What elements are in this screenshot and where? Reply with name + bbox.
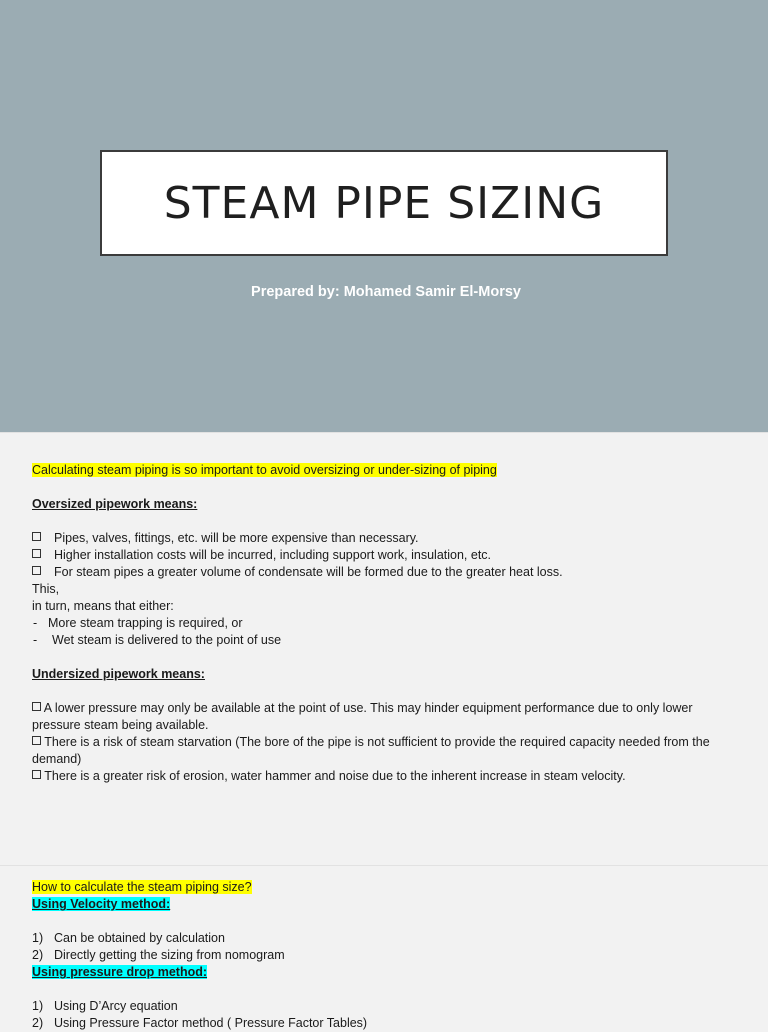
list-item [32, 615, 736, 632]
slide-body [32, 462, 736, 785]
list-item [32, 947, 736, 964]
square-bullet-icon [32, 769, 41, 783]
list-number: 2) [32, 1016, 44, 1030]
list-item [32, 547, 736, 564]
list-item-text: Wet steam is delivered to the point of use [52, 633, 282, 647]
list-item [32, 734, 736, 768]
title-slide [0, 0, 768, 432]
list-number: 1) [32, 931, 44, 945]
undersized-heading: Undersized pipework means: [32, 667, 205, 681]
pressure-heading: Using pressure drop method: [32, 965, 208, 979]
list-item-text: Can be obtained by calculation [54, 931, 225, 945]
list-item-text: For steam pipes a greater volume of condensate will be formed due to the greater heat loss. [54, 565, 563, 579]
list-item [32, 930, 736, 947]
square-bullet-icon [32, 547, 54, 564]
slide-body [32, 879, 736, 1032]
square-bullet-icon [32, 564, 54, 581]
list-item-text: Directly getting the sizing from nomogram [54, 948, 285, 962]
list-item-text: There is a greater risk of erosion, water hammer and noise due to the inherent increase in steam velocity. [44, 769, 626, 783]
square-bullet-icon [32, 701, 41, 715]
list-item [32, 564, 736, 581]
list-item-text: Pipes, valves, fittings, etc. will be more expensive than necessary. [54, 531, 419, 545]
this-line: This, [32, 582, 60, 596]
square-bullet-icon [32, 735, 41, 749]
title-box [100, 150, 668, 256]
list-item [32, 768, 736, 785]
list-item [32, 700, 736, 734]
list-item-text: Using Pressure Factor method ( Pressure Factor Tables) [54, 1016, 368, 1030]
dash-bullet-icon: - [33, 633, 38, 647]
list-item-text: More steam trapping is required, or [48, 616, 243, 630]
list-item-text: A lower pressure may only be available at the point of use. This may hinder equipment performance due to only lower pressure steam being available. [32, 701, 697, 732]
velocity-heading: Using Velocity method: [32, 897, 171, 911]
author-subtitle: Prepared by: Mohamed Samir El-Morsy [251, 284, 521, 300]
list-number: 2) [32, 948, 44, 962]
list-item [32, 998, 736, 1015]
list-item-text: Higher installation costs will be incurred, including support work, insulation, etc. [54, 548, 492, 562]
list-number: 1) [32, 999, 44, 1013]
in-turn-line: in turn, means that either: [32, 599, 174, 613]
intro-highlight: Calculating steam piping is so important to avoid oversizing or under-sizing of piping [32, 463, 497, 477]
page-title: STEAM PIPE SIZING [163, 177, 605, 229]
oversized-heading: Oversized pipework means: [32, 497, 198, 511]
list-item [32, 632, 736, 649]
list-item [32, 530, 736, 547]
question-highlight: How to calculate the steam piping size? [32, 880, 252, 894]
dash-bullet-icon: - [33, 616, 38, 630]
square-bullet-icon [32, 530, 54, 547]
list-item-text: There is a risk of steam starvation (The bore of the pipe is not sufficient to provide the required capacity needed from the demand) [32, 735, 714, 766]
content-slide-pipework [0, 432, 768, 866]
content-slide-methods [0, 865, 768, 1030]
list-item-text: Using D’Arcy equation [54, 999, 178, 1013]
